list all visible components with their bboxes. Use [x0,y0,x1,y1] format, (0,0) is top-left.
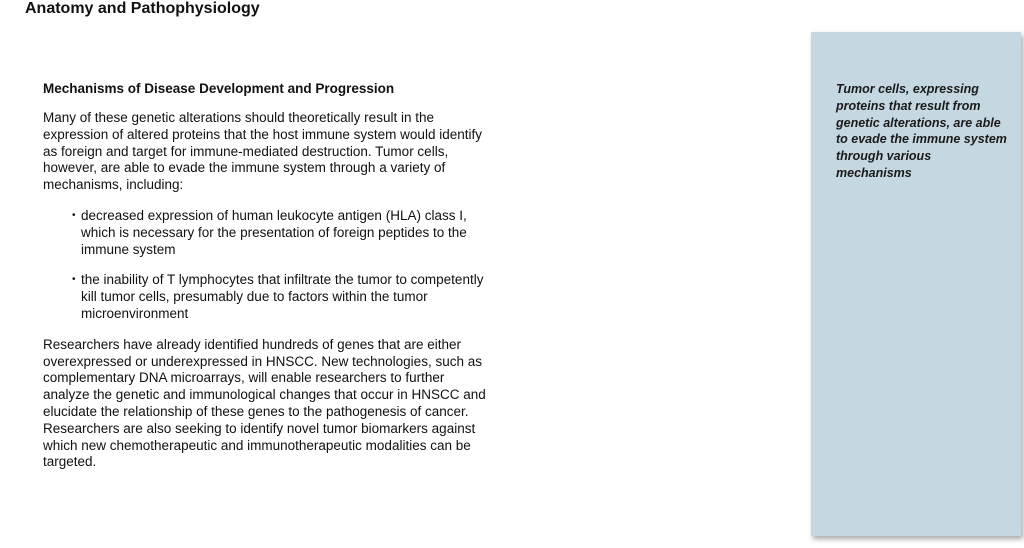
list-item-text: the inability of T lymphocytes that infiltrate the tumor to competently kill tumor cells, presumably due to factors within the tumor microenvironment [81,272,484,321]
bullet-icon: • [72,209,76,221]
sidebar-callout [811,32,1021,536]
mechanism-list [43,208,503,323]
page-title: Anatomy and Pathophysiology [25,0,260,17]
list-item [72,208,491,258]
section-heading: Mechanisms of Disease Development and Progression [43,81,395,96]
list-item [72,272,491,322]
intro-paragraph: Many of these genetic alterations should theoretically result in the expression of altered proteins that the host immune system would identify as foreign and target for immune-mediated destruction. Tumor cells, however, are able to evade the immune system through a variety of mechanisms, including: [43,110,482,193]
bullet-icon: • [72,274,76,286]
list-item-text: decreased expression of human leukocyte antigen (HLA) class I, which is necessary for the presentation of foreign peptides to the immune system [81,207,467,257]
sidebar-note: Tumor cells, expressing proteins that result from genetic alterations, are able to evade the immune system through various mechanisms [836,82,1007,180]
main-content [43,79,503,471]
closing-paragraph: Researchers have already identified hundreds of genes that are either overexpressed or underexpressed in HNSCC. New technologies, such as complementary DNA microarrays, will enable researchers to further analyze the genetic and immunological changes that occur in HNSCC and elucidate the relationship of these genes to the pathogenesis of cancer. Researchers are also seeking to identify novel tumor biomarkers against which new chemotherapeutic and immunotherapeutic modalities can be targeted. [43,336,486,470]
